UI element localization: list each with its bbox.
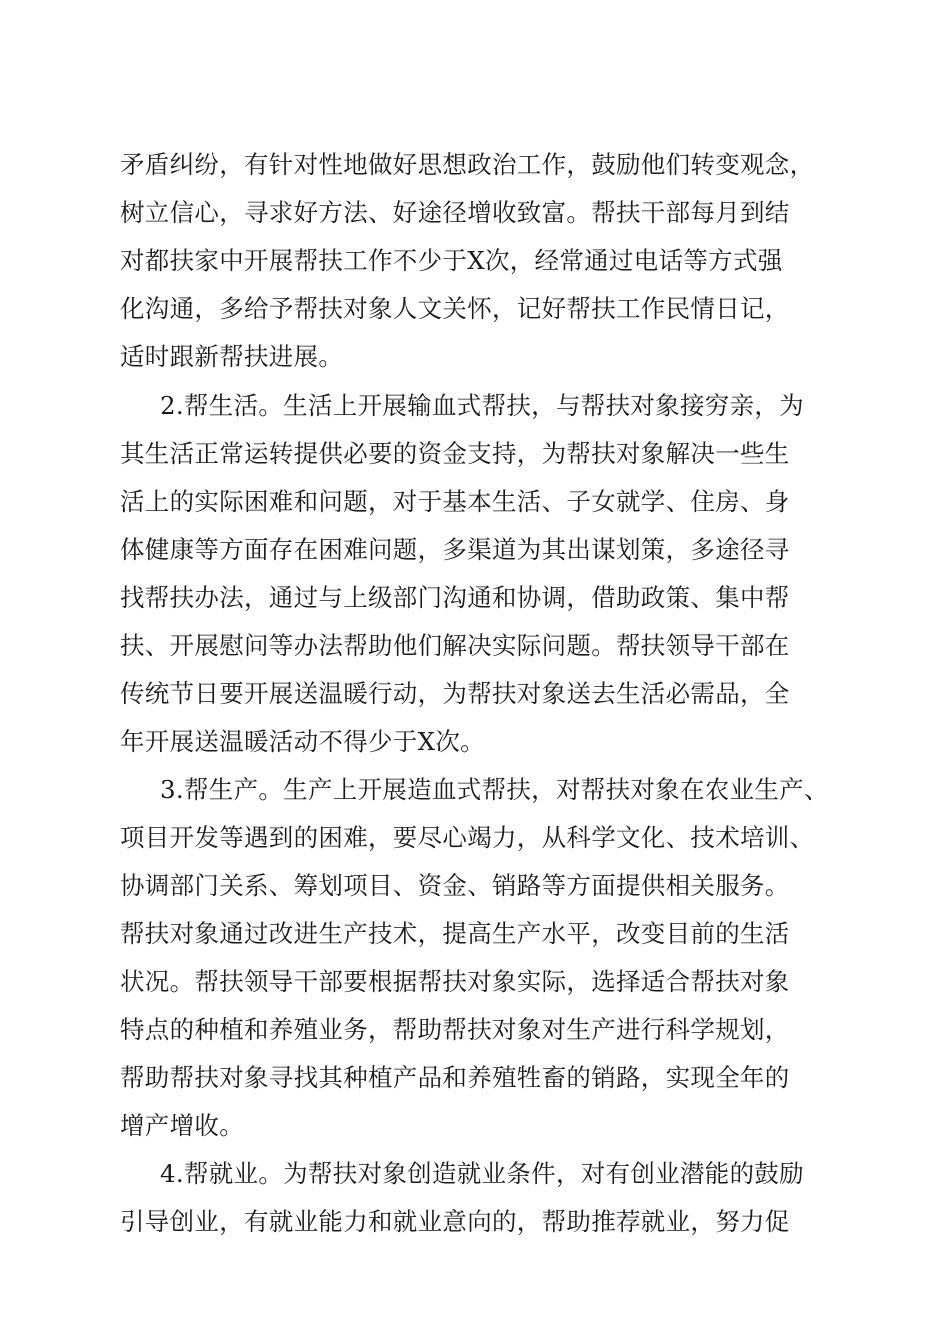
text-line: 项目开发等遇到的困难，要尽心竭力，从科学文化、技术培训、 [120,823,815,852]
text-line: 传统节日要开展送温暖行动，为帮扶对象送去生活必需品，全 [120,679,790,708]
text-line: 引导创业，有就业能力和就业意向的，帮助推荐就业，努力促 [120,1207,790,1236]
text-line: 化沟通，多给予帮扶对象人文关怀，记好帮扶工作民情日记， [120,294,790,323]
text-line: 体健康等方面存在困难问题，多渠道为其出谋划策，多途径寻 [120,535,790,564]
text-line: 其生活正常运转提供必要的资金支持，为帮扶对象解决一些生 [120,439,790,468]
section-3-first-line: 3.帮生产。生产上开展造血式帮扶，对帮扶对象在农业生产、 [160,775,829,804]
section-2-first-line: 2.帮生活。生活上开展输血式帮扶，与帮扶对象接穷亲，为 [160,391,804,420]
text-line: 对都扶家中开展帮扶工作不少于X次，经常通过电话等方式强 [120,246,783,275]
text-line: 状况。帮扶领导干部要根据帮扶对象实际，选择适合帮扶对象 [120,967,790,996]
text-line: 找帮扶办法，通过与上级部门沟通和协调，借助政策、集中帮 [120,583,790,612]
text-line: 帮扶对象通过改进生产技术，提高生产水平，改变目前的生活 [120,919,790,948]
text-line: 特点的种植和养殖业务，帮助帮扶对象对生产进行科学规划， [120,1015,790,1044]
text-line: 适时跟新帮扶进展。 [120,342,344,371]
text-line: 帮助帮扶对象寻找其种植产品和养殖牲畜的销路，实现全年的 [120,1063,790,1092]
text-line: 年开展送温暖活动不得少于X次。 [120,727,485,756]
text-line: 活上的实际困难和问题，对于基本生活、子女就学、住房、身 [120,487,790,516]
section-4-first-line: 4.帮就业。为帮扶对象创造就业条件，对有创业潜能的鼓励 [160,1159,804,1188]
text-line: 协调部门关系、筹划项目、资金、销路等方面提供相关服务。 [120,871,790,900]
text-line: 树立信心，寻求好方法、好途径增收致富。帮扶干部每月到结 [120,198,790,227]
text-line: 增产增收。 [120,1111,244,1140]
text-line: 扶、开展慰问等办法帮助他们解决实际问题。帮扶领导干部在 [120,631,790,660]
text-line: 矛盾纠纷，有针对性地做好思想政治工作，鼓励他们转变观念， [120,150,815,179]
